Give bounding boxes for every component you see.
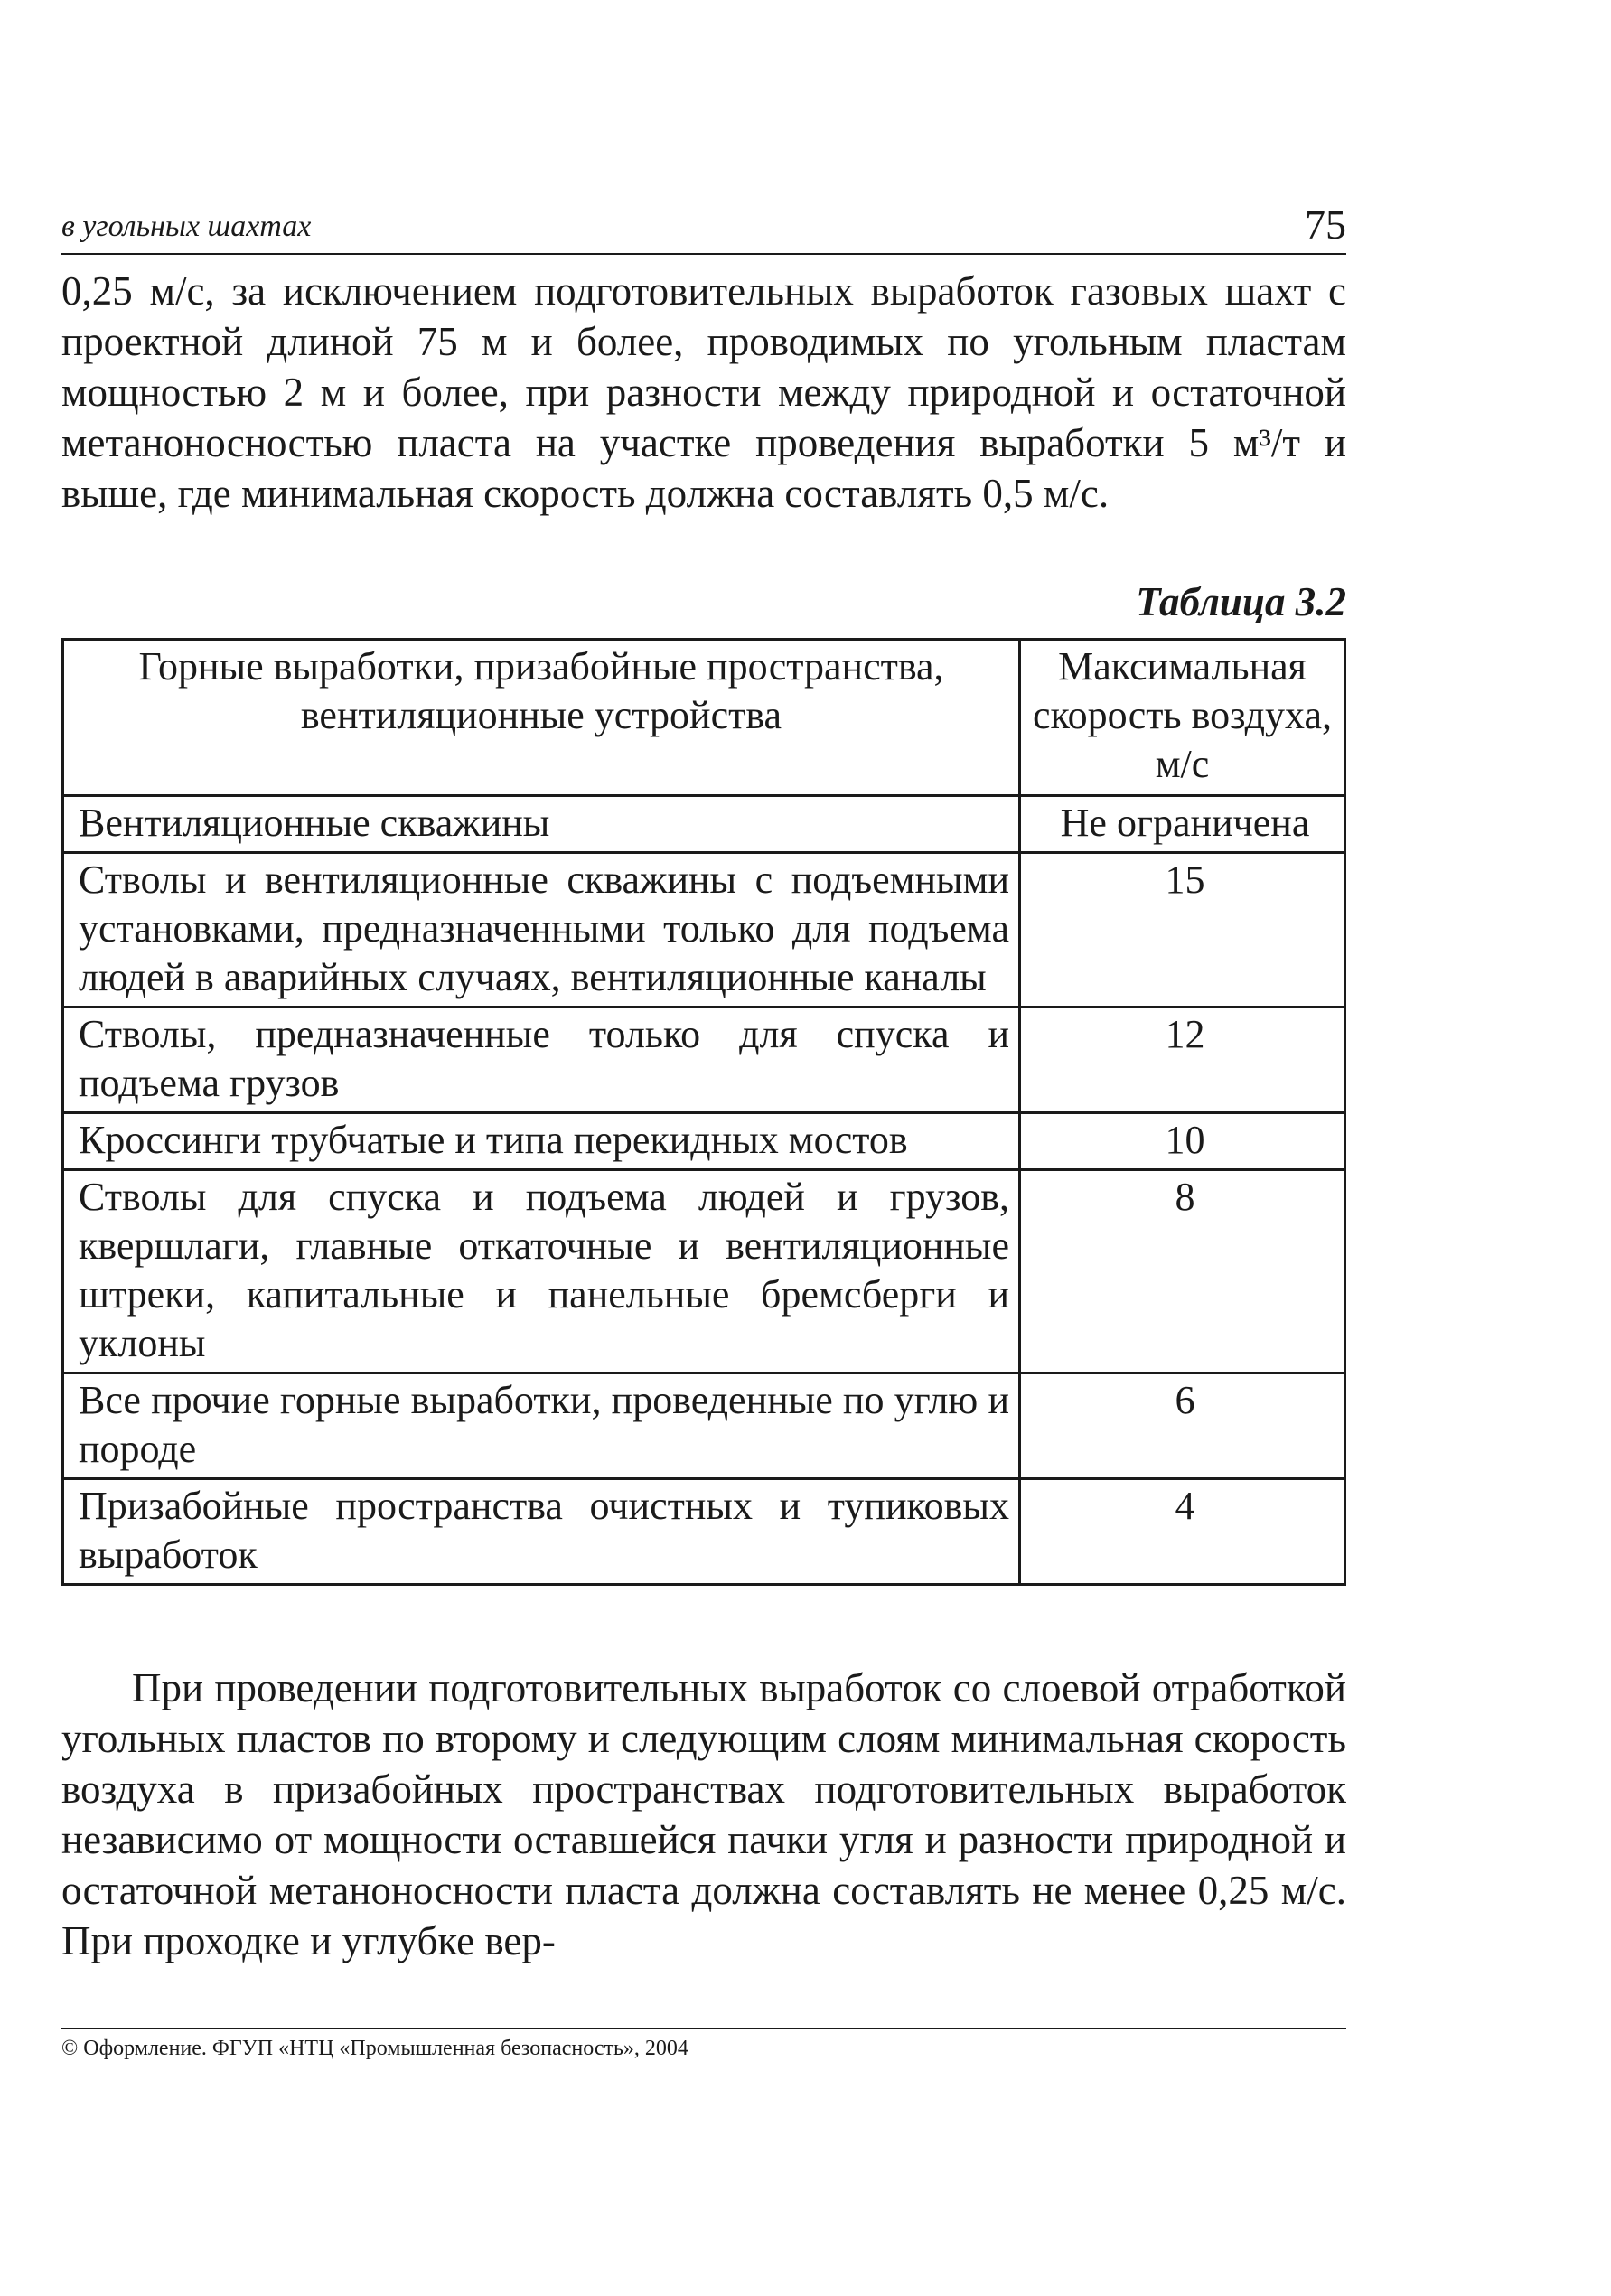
table-row bbox=[63, 853, 1345, 1007]
page-number: 75 bbox=[1305, 201, 1346, 248]
table-row bbox=[63, 1479, 1345, 1585]
row-name-cell: Стволы, предназначенные только для спуска и подъема грузов bbox=[63, 1007, 1020, 1113]
row-speed-cell: 4 bbox=[1020, 1479, 1345, 1585]
table-row bbox=[63, 796, 1345, 853]
header-name-cell: Горные выработки, призабойные пространства, вентиляционные устройства bbox=[63, 640, 1020, 796]
row-name-cell: Все прочие горные выработки, проведенные по углю и породе bbox=[63, 1373, 1020, 1479]
row-speed-cell: 8 bbox=[1020, 1170, 1345, 1373]
paragraph-1: 0,25 м/с, за исключением подготовительных выработок газовых шахт с проектной длиной 75 м и более, проводимых по угольным пластам мощностью 2 м и более, при разности между природной и остаточной метаноносностью пласта на участке проведения выработки 5 м³/т и выше, где минимальная скорость должна составлять 0,5 м/с. bbox=[61, 268, 1346, 516]
table-header-row bbox=[63, 640, 1345, 796]
row-speed-cell: Не ограничена bbox=[1020, 796, 1345, 853]
row-speed-cell: 10 bbox=[1020, 1113, 1345, 1170]
row-name-cell: Кроссинги трубчатые и типа перекидных мостов bbox=[63, 1113, 1020, 1170]
running-title: в угольных шахтах bbox=[61, 210, 312, 243]
row-speed-cell: 6 bbox=[1020, 1373, 1345, 1479]
row-speed-cell: 15 bbox=[1020, 853, 1345, 1007]
row-name-cell: Стволы для спуска и подъема людей и грузов, квершлаги, главные откаточные и вентиляционные штреки, капитальные и панельные бремсберги и уклоны bbox=[63, 1170, 1020, 1373]
row-name-cell: Вентиляционные скважины bbox=[63, 796, 1020, 853]
table-row bbox=[63, 1373, 1345, 1479]
table-row bbox=[63, 1007, 1345, 1113]
paragraph-2: При проведении подготовительных выработок со слоевой отработкой угольных пластов по второму и следующим слоям минимальная скорость воздуха в призабойных пространствах подготовительных выработок независимо от мощности оставшейся пачки угля и разности природной и остаточной метаноносности пласта должна составлять не менее 0,25 м/с. При проходке и углубке вер- bbox=[61, 1665, 1346, 1963]
table-caption: Таблица 3.2 bbox=[1136, 579, 1346, 624]
running-header bbox=[61, 201, 1346, 255]
row-speed-cell: 12 bbox=[1020, 1007, 1345, 1113]
row-name-cell: Стволы и вентиляционные скважины с подъемными установками, предназначенными только для подъема людей в аварийных случаях, вентиляционные каналы bbox=[63, 853, 1020, 1007]
footer-divider bbox=[61, 2028, 1346, 2029]
data-table bbox=[61, 638, 1346, 1586]
table-row bbox=[63, 1113, 1345, 1170]
row-name-cell: Призабойные пространства очистных и тупиковых выработок bbox=[63, 1479, 1020, 1585]
footer-copyright: © Оформление. ФГУП «НТЦ «Промышленная безопасность», 2004 bbox=[61, 2037, 688, 2060]
header-speed-cell: Максимальная скорость воздуха, м/с bbox=[1020, 640, 1345, 796]
table-row bbox=[63, 1170, 1345, 1373]
